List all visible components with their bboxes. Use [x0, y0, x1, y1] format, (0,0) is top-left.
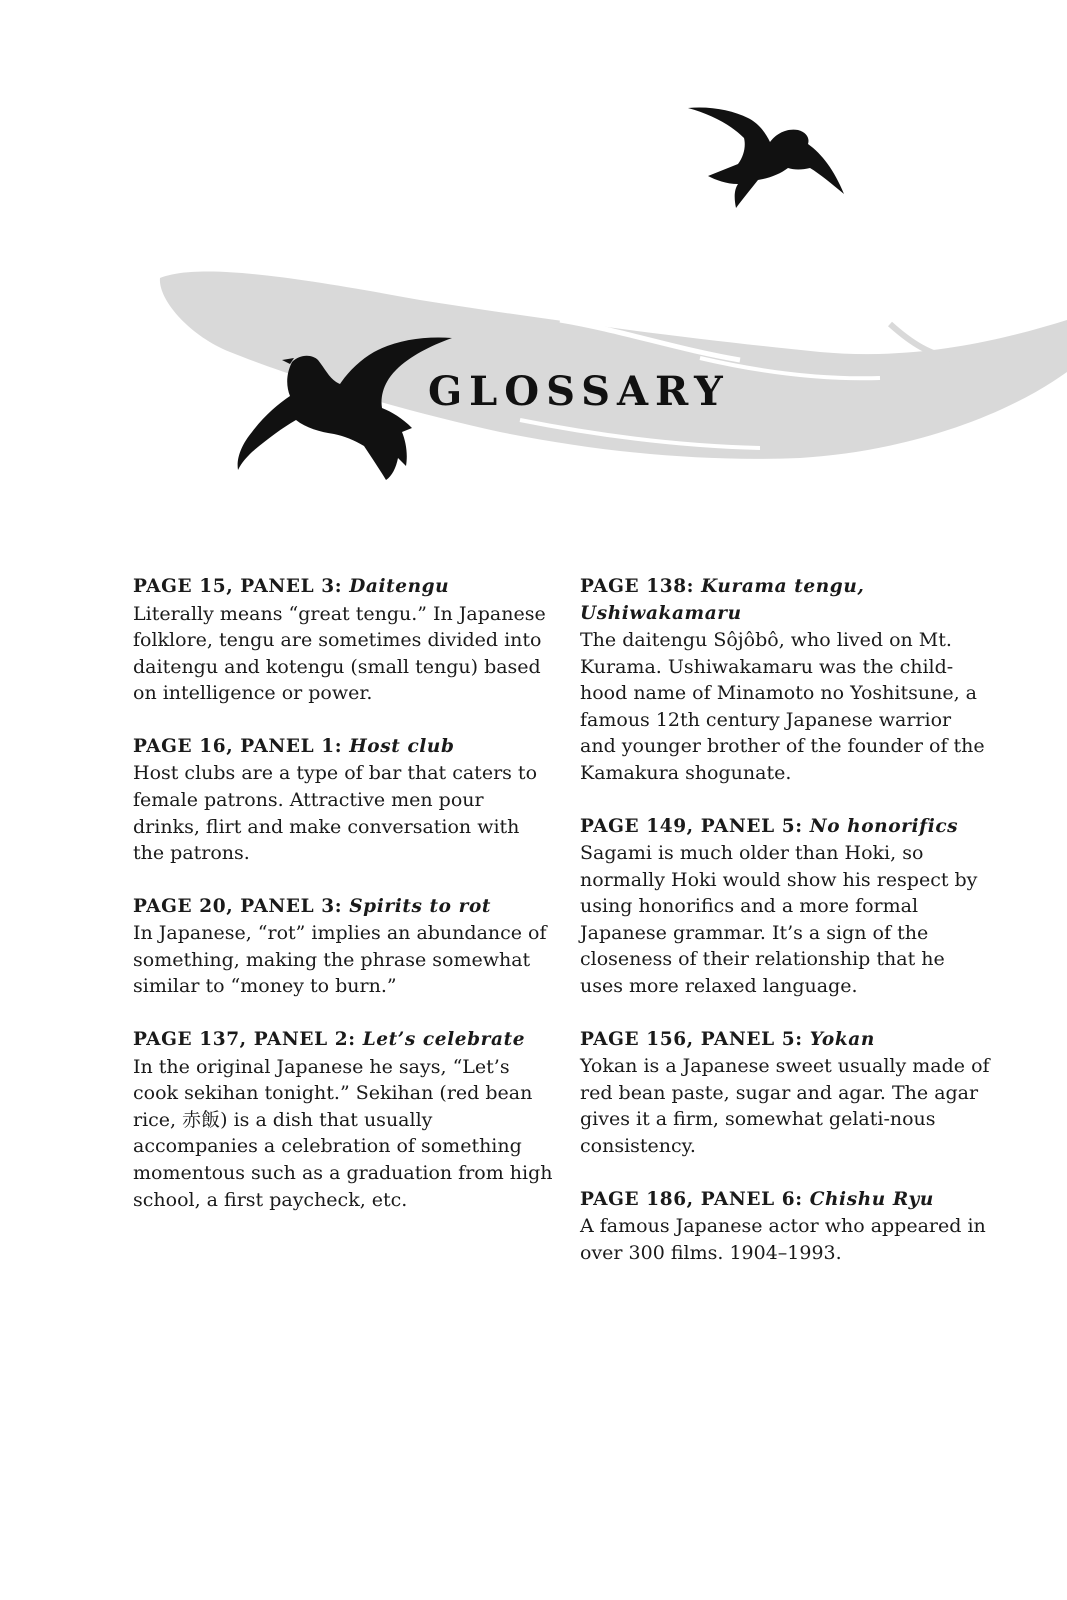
entry-heading — [580, 574, 990, 627]
entry-term: No honorifics — [809, 815, 959, 837]
entry-text: In the original Japanese he says, “Let’s cook sekihan tonight.” Sekihan (red bean rice, 赤飯) is a dish that usually accompanies a celebration of something momentous such as a graduation from high school, a first paycheck, etc. — [133, 1055, 553, 1211]
glossary-entry — [133, 574, 553, 707]
entry-term: Kurama tengu, Ushiwakamaru — [580, 576, 865, 624]
entry-ref: PAGE 20, PANEL 3: — [133, 895, 343, 917]
entry-heading — [133, 894, 553, 921]
entry-text: Sagami is much older than Hoki, so normally Hoki would show his respect by using honorifics and a more formal Japanese grammar. It’s a sign of the closeness of their relationship that he uses more relaxed language. — [580, 842, 978, 998]
entry-ref: PAGE 137, PANEL 2: — [133, 1029, 356, 1051]
entry-ref: PAGE 149, PANEL 5: — [580, 815, 803, 837]
entry-term: Daitengu — [349, 576, 450, 597]
glossary-entry — [133, 734, 553, 867]
glossary-entry — [580, 814, 990, 1000]
entry-heading — [580, 1027, 990, 1054]
entry-ref: PAGE 15, PANEL 3: — [133, 576, 343, 597]
entry-term: Let’s celebrate — [362, 1029, 526, 1051]
glossary-column-right — [580, 574, 990, 1293]
entry-heading — [580, 1187, 990, 1214]
entry-term: Yokan — [809, 1028, 875, 1050]
entry-heading — [133, 574, 553, 601]
entry-term: Spirits to rot — [349, 895, 492, 917]
bird-silhouette-icon — [688, 107, 844, 208]
page-title: GLOSSARY — [428, 368, 730, 415]
entry-term: Chishu Ryu — [809, 1188, 934, 1210]
entry-ref: PAGE 138: — [580, 576, 695, 597]
entry-text: Literally means “great tengu.” In Japanese folklore, tengu are sometimes divided into daitengu and kotengu (small tengu) based on intelligence or power. — [133, 602, 546, 705]
glossary-entry — [133, 894, 553, 1000]
entry-heading — [580, 814, 990, 841]
glossary-entry — [133, 1027, 553, 1213]
glossary-column-left — [133, 574, 553, 1240]
glossary-entry — [580, 1027, 990, 1160]
entry-text: Host clubs are a type of bar that caters to female patrons. Attractive men pour drinks, flirt and make conversation with the patrons. — [133, 762, 538, 865]
entry-ref: PAGE 186, PANEL 6: — [580, 1188, 803, 1210]
entry-heading — [133, 1027, 553, 1054]
entry-heading — [133, 734, 553, 761]
entry-text: The daitengu Sôjôbô, who lived on Mt. Kurama. Ushiwakamaru was the child-hood name of Minamoto no Yoshitsune, a famous 12th century Japanese warrior and younger brother of the founder of the Kamakura shogunate. — [580, 629, 985, 784]
entry-term: Host club — [349, 735, 455, 757]
entry-ref: PAGE 16, PANEL 1: — [133, 735, 343, 757]
entry-text: In Japanese, “rot” implies an abundance of something, making the phrase somewhat similar to “money to burn.” — [133, 922, 547, 998]
entry-text: A famous Japanese actor who appeared in over 300 films. 1904–1993. — [580, 1215, 986, 1264]
entry-ref: PAGE 156, PANEL 5: — [580, 1028, 803, 1050]
glossary-entry — [580, 574, 990, 787]
entry-text: Yokan is a Japanese sweet usually made of red bean paste, sugar and agar. The agar gives it a firm, somewhat gelati-nous consistency. — [580, 1055, 990, 1157]
header-illustration — [0, 0, 1067, 520]
glossary-entry — [580, 1187, 990, 1267]
